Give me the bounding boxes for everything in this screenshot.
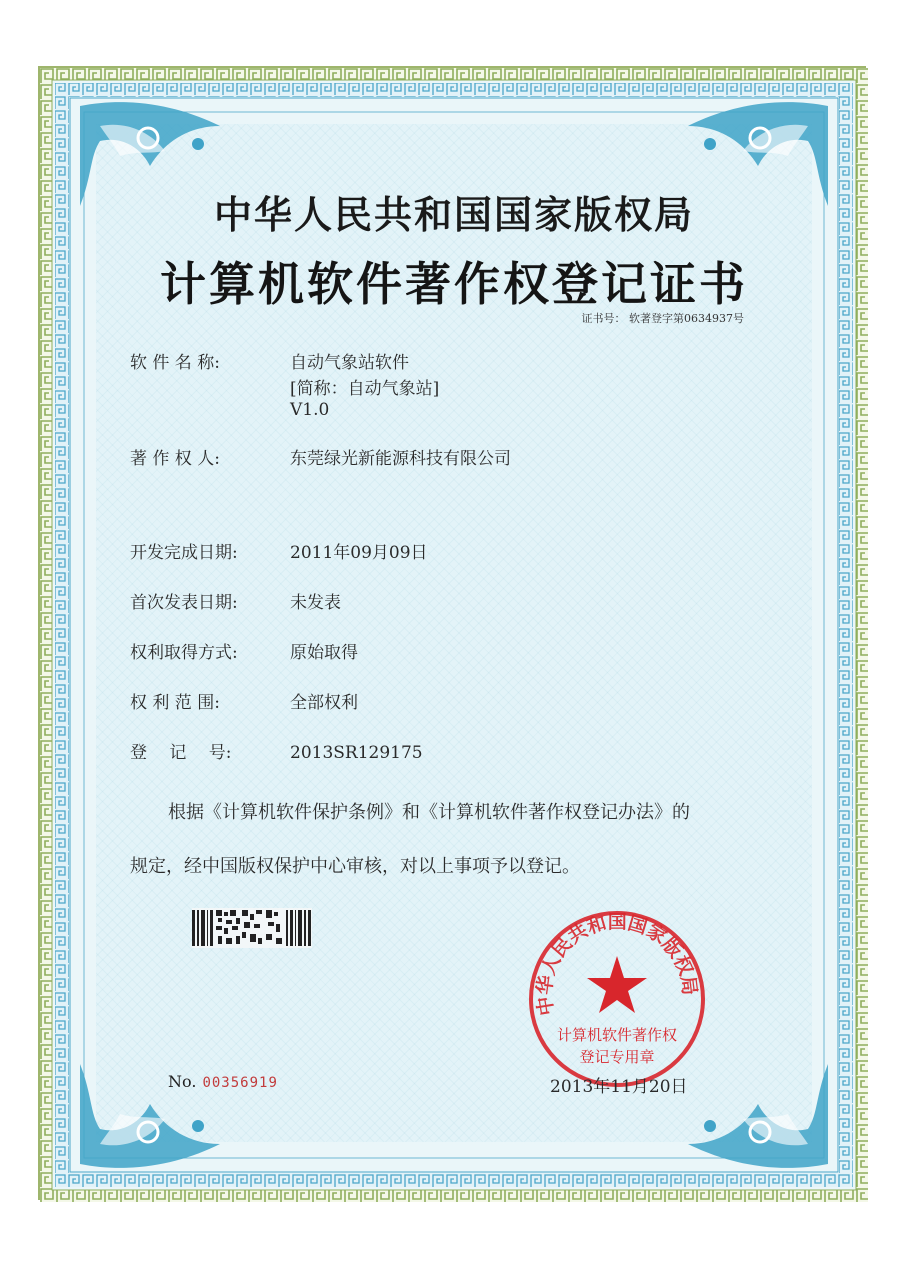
scope-label: 权 利 范 围:	[130, 693, 220, 713]
scope-value: 全部权利	[290, 693, 358, 713]
official-seal	[522, 904, 712, 1094]
field-publish-date	[130, 588, 341, 613]
reg-no-label: 登 记 号:	[130, 743, 232, 763]
software-name-value: 自动气象站软件	[290, 353, 409, 373]
short-name-value: [简称：自动气象站]	[290, 379, 440, 399]
issue-date: 2013年11月20日	[550, 1077, 688, 1097]
barcode	[192, 908, 312, 948]
reg-no-value: 2013SR129175	[290, 743, 423, 763]
publish-date-value: 未发表	[290, 593, 341, 613]
acquire-value: 原始取得	[290, 643, 358, 663]
serial-number	[168, 1072, 278, 1091]
field-version	[130, 400, 329, 420]
certificate-title: 计算机软件著作权登记证书	[160, 257, 748, 311]
field-short-name	[130, 374, 439, 399]
serial-label: No.	[168, 1072, 197, 1091]
field-scope	[130, 688, 358, 713]
issuer-title: 中华人民共和国国家版权局	[213, 192, 694, 237]
svg-text:中华人民共和国国家版权局: 中华人民共和国国家版权局	[533, 911, 701, 1017]
seal-inner-line-2: 登记专用章	[579, 1048, 655, 1066]
owner-label: 著 作 权 人:	[130, 449, 220, 469]
seal-inner-line-1: 计算机软件著作权	[556, 1026, 678, 1044]
field-software-name	[130, 348, 409, 373]
statement-line-2: 规定，经中国版权保护中心审核，对以上事项予以登记。	[130, 856, 580, 877]
field-dev-date	[130, 538, 428, 563]
statement-line-1: 根据《计算机软件保护条例》和《计算机软件著作权登记办法》的	[168, 802, 690, 823]
certificate-document	[38, 66, 866, 1200]
publish-date-label: 首次发表日期:	[130, 593, 238, 613]
owner-value: 东莞绿光新能源科技有限公司	[290, 449, 511, 469]
field-acquire-method	[130, 638, 358, 663]
field-owner	[130, 444, 511, 469]
dev-date-label: 开发完成日期:	[130, 543, 238, 563]
certificate-number: 证书号： 软著登字第0634937号	[581, 312, 744, 325]
acquire-label: 权利取得方式:	[130, 643, 238, 663]
software-name-label: 软 件 名 称:	[130, 353, 220, 373]
dev-date-value: 2011年09月09日	[290, 543, 428, 563]
serial-value: 00356919	[202, 1075, 278, 1091]
version-value: V1.0	[290, 400, 330, 420]
field-registration-number	[130, 738, 423, 763]
